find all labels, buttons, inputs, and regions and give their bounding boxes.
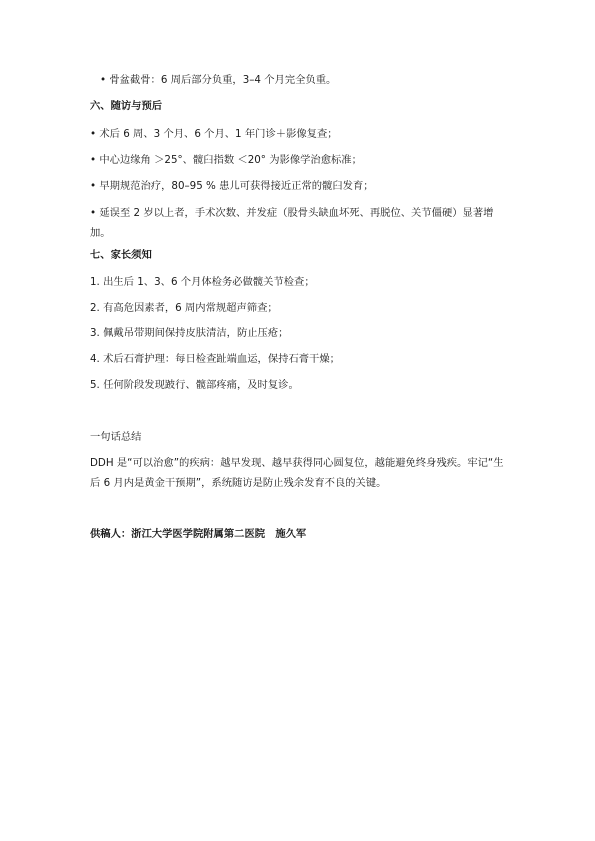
section-heading-followup: 六、随访与预后 <box>90 100 163 112</box>
followup-item-1: • 术后 6 周、3 个月、6 个月、1 年门诊＋影像复查； <box>90 128 338 140</box>
parent-note-5: 5. 任何阶段发现跛行、髋部疼痛，及时复诊。 <box>90 379 299 391</box>
parent-note-1: 1. 出生后 1、3、6 个月体检务必做髋关节检查； <box>90 276 315 288</box>
followup-item-3: • 早期规范治疗，80–95 % 患儿可获得接近正常的髋臼发育； <box>90 180 374 192</box>
parent-note-2: 2. 有高危因素者，6 周内常规超声筛查； <box>90 302 278 314</box>
bullet-pelvic-osteotomy: • 骨盆截骨：6 周后部分负重，3–4 个月完全负重。 <box>100 74 337 86</box>
parent-note-4: 4. 术后石膏护理：每日检查趾端血运，保持石膏干燥； <box>90 353 340 365</box>
summary-title: 一句话总结 <box>90 431 142 443</box>
followup-item-4: • 延误至 2 岁以上者，手术次数、并发症（股骨头缺血坏死、再脱位、关节僵硬）显著增加。 <box>90 207 494 239</box>
contributor-credit: 供稿人：浙江大学医学院附属第二医院 施久军 <box>90 528 307 540</box>
summary-text: DDH 是“可以治愈”的疾病：越早发现、越早获得同心圆复位，越能避免终身残疾。牢记“生后 6 月内是黄金干预期”，系统随访是防止残余发育不良的关键。 <box>90 457 504 489</box>
parent-note-3: 3. 佩戴吊带期间保持皮肤清洁，防止压疮； <box>90 327 289 339</box>
section-heading-parent-notes: 七、家长须知 <box>90 249 152 261</box>
followup-item-2: • 中心边缘角 ＞25°、髋臼指数 ＜20° 为影像学治愈标准； <box>90 154 362 166</box>
